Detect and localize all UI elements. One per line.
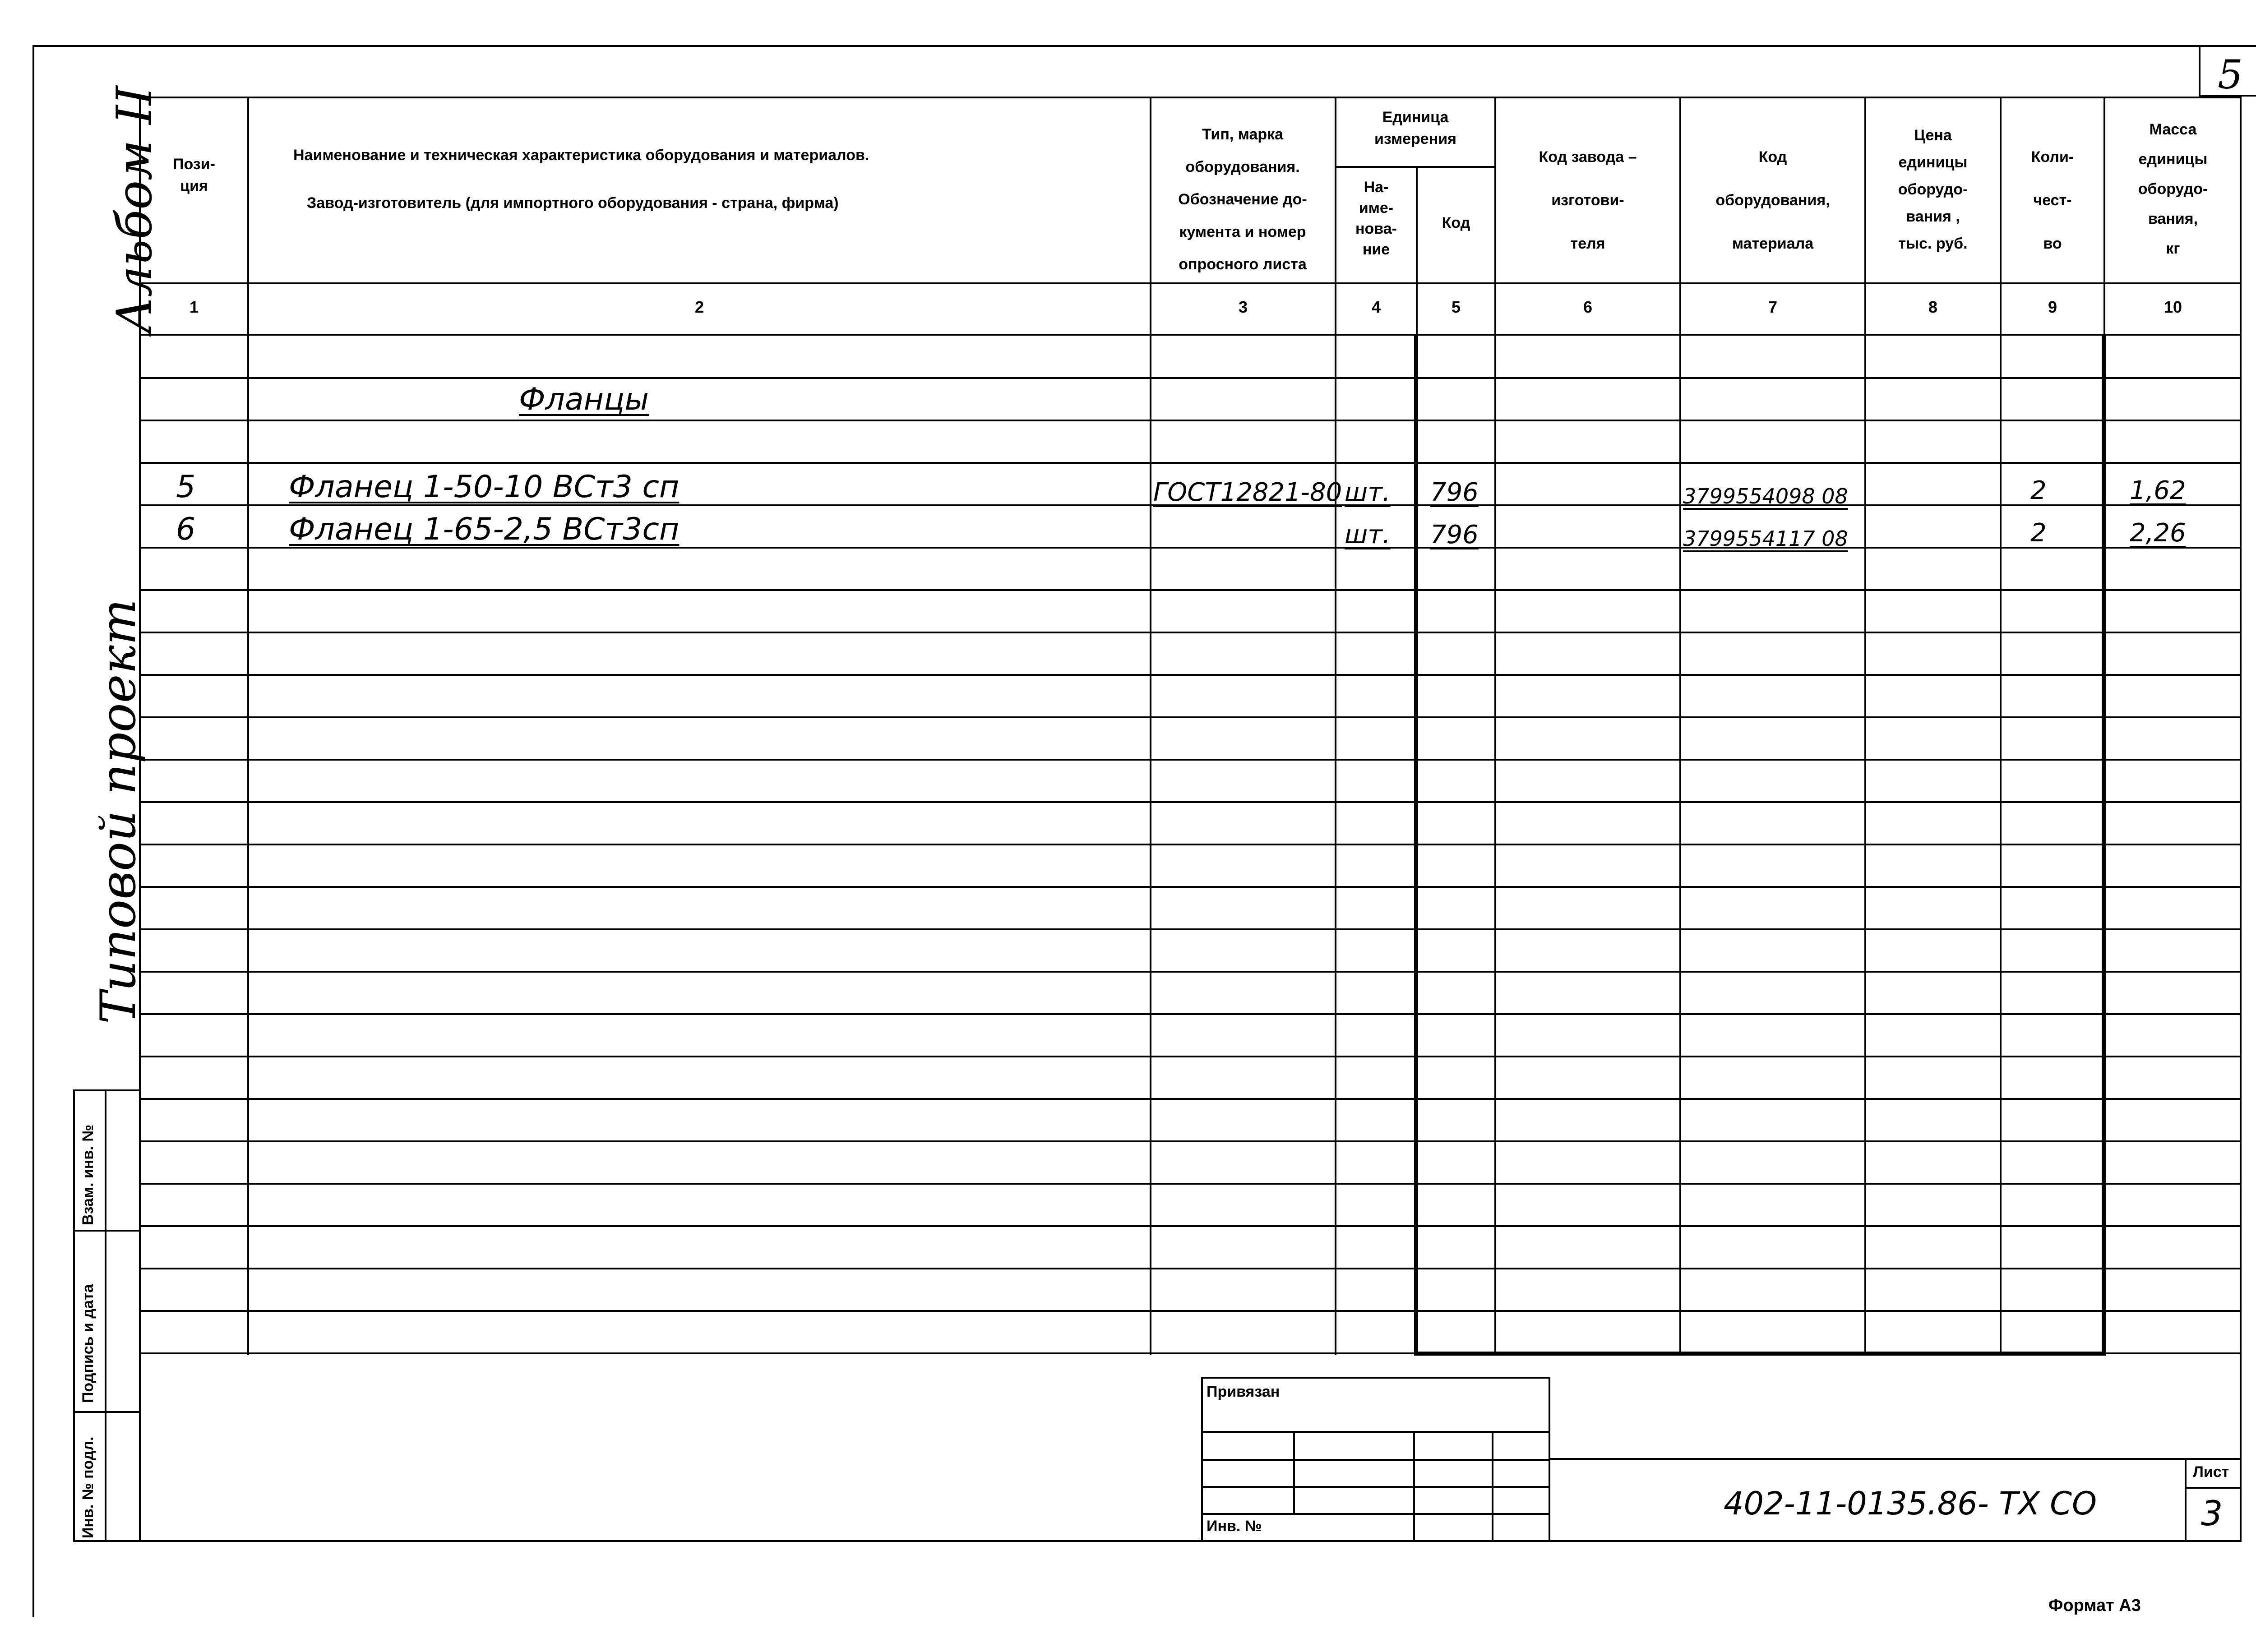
inv-replace-label: Взам. инв. № [79,1124,97,1225]
header-name-line1: Наименование и техническая характеристика оборудования и материалов. [293,147,869,164]
table-row-line [139,1268,2242,1269]
header-unit-name: На- име- нова- ние [1355,179,1397,258]
table-row-line [139,1310,2242,1312]
section-title: Фланцы [519,382,649,417]
row2-quantity: 2 [2030,518,2047,548]
table-row-line [139,1352,2242,1354]
table-row-line [139,1056,2242,1057]
header-unit-group: Единица измерения [1374,109,1456,148]
table-row-line [139,1098,2242,1100]
sheet-label: Лист [2193,1463,2229,1481]
row1-unit: шт. [1345,478,1391,507]
table-row-line [139,1225,2242,1227]
row2-mass: 2,26 [2130,518,2186,548]
sign-date-label: Подпись и дата [79,1284,97,1403]
colnum-8: 8 [1928,298,1938,316]
table-row-line [139,716,2242,718]
row2-name: Фланец 1-65-2,5 ВСт3сп [289,512,680,547]
colnum-9: 9 [2048,298,2057,316]
table-row-line [139,632,2242,633]
header-quantity: Коли- чест- во [2031,148,2074,252]
header-factory-code: Код завода – изготови- теля [1539,148,1637,252]
format-label: Формат А3 [2048,1596,2141,1615]
colnum-1: 1 [189,298,199,316]
sheet-top-number: 5 [2218,51,2243,98]
document-code: 402-11-0135.86- ТХ СО [1724,1485,2097,1522]
table-row-line [139,928,2242,930]
colnum-2: 2 [694,298,704,316]
table-row-line [139,801,2242,803]
colnum-5: 5 [1451,298,1461,316]
colnum-6: 6 [1583,298,1593,316]
table-row-line [139,377,2242,379]
colnum-7: 7 [1768,298,1778,316]
row1-doc: ГОСТ12821-80 [1153,478,1342,507]
colnum-3: 3 [1238,298,1248,316]
album-label: Альбом II [106,86,163,334]
table-row-line [139,1183,2242,1185]
table-row-line [139,674,2242,676]
row2-equipment-code: 3799554117 08 [1683,526,1848,551]
table-row-line [139,759,2242,761]
row1-mass: 1,62 [2130,476,2186,505]
row1-quantity: 2 [2030,476,2047,505]
row1-name: Фланец 1-50-10 ВСт3 сп [289,469,680,505]
colnum-4: 4 [1371,298,1381,316]
attached-label: Привязан [1207,1383,1280,1400]
table-row-line [139,1013,2242,1015]
header-equipment-code: Код оборудования, материала [1715,148,1830,252]
row2-position: 6 [176,512,196,547]
table-row-line [139,971,2242,973]
header-price: Цена единицы оборудо- вания , тыс. руб. [1898,127,1968,252]
row2-unit: шт. [1345,520,1391,549]
header-name-line2: Завод-изготовитель (для импортного оборудования - страна, фирма) [307,194,839,212]
header-unit-code: Код [1442,214,1470,231]
header-mass: Масса единицы оборудо- вания, кг [2138,121,2208,257]
table-row-line [139,886,2242,888]
row2-unit-code: 796 [1430,520,1479,549]
row1-equipment-code: 3799554098 08 [1683,484,1848,508]
header-type: Тип, марка оборудования. Обозначение до- кумента и номер опросного листа [1178,126,1307,273]
table-row-line [139,844,2242,845]
row1-position: 5 [176,469,196,505]
project-label: Типовой проект [90,599,147,1024]
sheet-top-number-box [2199,45,2256,97]
colnum-10: 10 [2164,298,2182,316]
table-row-line [139,1140,2242,1142]
table-row-line [139,420,2242,421]
header-position: Пози- ция [173,156,215,194]
inv-orig-label: Инв. № подл. [79,1436,97,1538]
table-row-line [139,589,2242,591]
stamp-inv-label: Инв. № [1207,1518,1262,1535]
sheet-number: 3 [2201,1493,2223,1533]
table-row-line [139,462,2242,464]
row1-unit-code: 796 [1430,478,1479,507]
